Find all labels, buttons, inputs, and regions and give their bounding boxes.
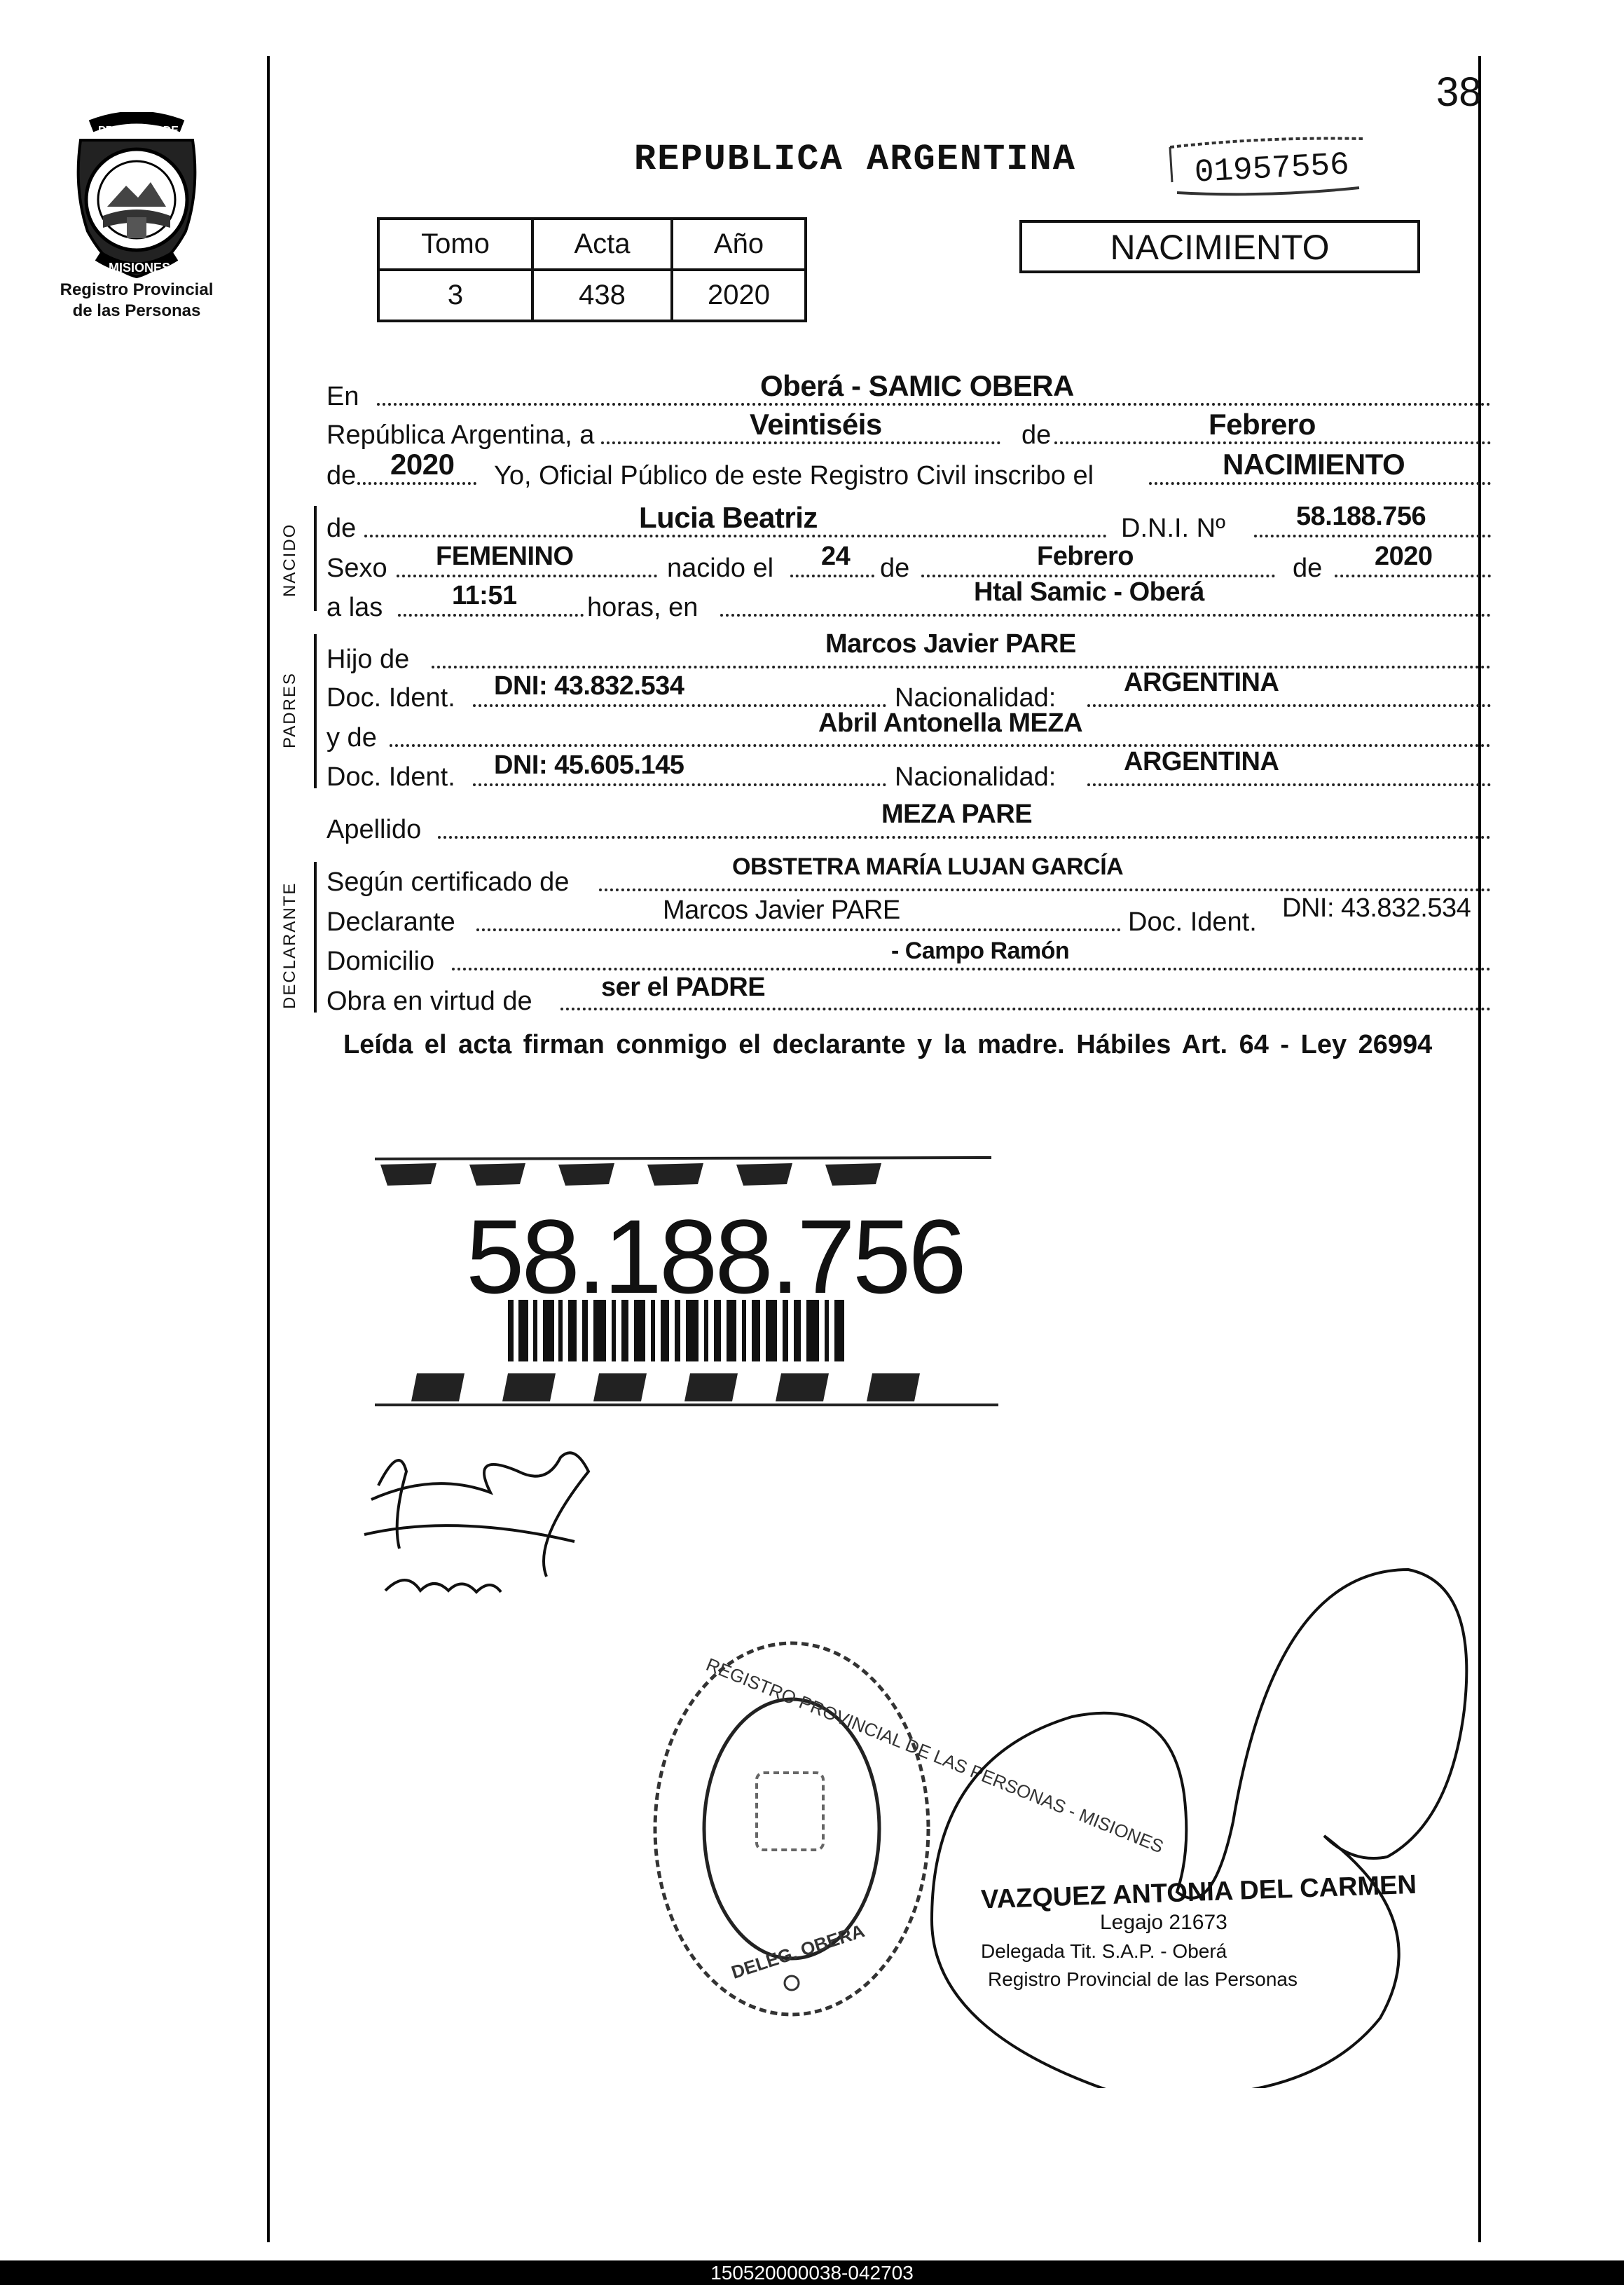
nacido-dia: 24: [821, 542, 851, 571]
official-legajo: Legajo 21673: [1100, 1911, 1227, 1934]
nac-dia-dots: [790, 575, 874, 577]
madre-nombre: Abril Antonella MEZA: [818, 708, 1083, 738]
nac-anio-dots: [1335, 575, 1491, 577]
official-name: VAZQUEZ ANTONIA DEL CARMEN: [980, 1869, 1417, 1915]
nacido-de-label-3: de: [1293, 554, 1323, 583]
declarante-section-label: DECLARANTE: [280, 881, 299, 1009]
dia-value: Veintiséis: [750, 408, 882, 441]
padre-doc: DNI: 43.832.534: [494, 671, 684, 701]
domicilio-dots: [452, 968, 1491, 970]
madre-doc: DNI: 45.605.145: [494, 750, 684, 780]
official-stamp: [980, 1869, 1417, 1991]
apellido-value: MEZA PARE: [881, 800, 1033, 829]
apellido-label: Apellido: [326, 815, 422, 844]
nacido-section-label: NACIDO: [280, 523, 299, 597]
nacido-lugar: Htal Samic - Oberá: [974, 577, 1204, 607]
table-value-acta: 438: [532, 270, 672, 321]
hora-dots: [398, 614, 584, 617]
certificado-value: OBSTETRA MARÍA LUJAN GARCÍA: [732, 853, 1124, 880]
intro-tipo-value: NACIMIENTO: [1223, 448, 1405, 481]
y-de-label: y de: [326, 723, 377, 753]
table-header-tomo: Tomo: [378, 219, 532, 270]
footer-code: 150520000038-042703: [710, 2262, 914, 2284]
provincial-logo: [60, 112, 214, 301]
seal-ring-text: REGISTRO PROVINCIAL DE LAS PERSONAS - MISIONES: [703, 1654, 1167, 1858]
official-entity: Registro Provincial de las Personas: [988, 1968, 1298, 1990]
en-label: En: [326, 382, 359, 411]
domicilio-label: Domicilio: [326, 947, 435, 976]
logo-arc-top: PROVINCIA DE: [98, 125, 179, 137]
dni-label: D.N.I. Nº: [1121, 514, 1225, 543]
declarante-value: Marcos Javier PARE: [663, 896, 900, 925]
sexo-dots: [397, 575, 657, 577]
official-cargo: Delegada Tit. S.A.P. - Oberá: [981, 1940, 1227, 1962]
certificado-dots: [599, 888, 1491, 891]
table-header-anio: Año: [672, 219, 806, 270]
nacido-mes: Febrero: [1037, 542, 1134, 571]
madre-nac-label: Nacionalidad:: [895, 762, 1057, 792]
lugar-dots: [720, 614, 1491, 617]
padre-nac-label: Nacionalidad:: [895, 683, 1057, 713]
padre-nac-dots: [1087, 704, 1491, 707]
nacido-dni: 58.188.756: [1296, 502, 1426, 531]
nacido-anio: 2020: [1375, 542, 1433, 571]
table-value-tomo: 3: [378, 270, 532, 321]
declarante-signature-icon: [350, 1429, 631, 1612]
padres-section-label: PADRES: [280, 672, 299, 748]
obra-label: Obra en virtud de: [326, 987, 532, 1016]
declarante-bracket: [314, 862, 317, 1013]
official-signature-icon: [904, 1528, 1492, 2088]
madre-doc-label: Doc. Ident.: [326, 762, 455, 792]
record-type: NACIMIENTO: [1110, 228, 1330, 267]
de-mes-label: de: [1021, 420, 1052, 450]
certificado-label: Según certificado de: [326, 867, 570, 897]
sticker-dni-number: 58.188.756: [466, 1198, 964, 1315]
mes-dots: [1054, 441, 1491, 444]
declarante-label: Declarante: [326, 907, 455, 937]
padres-bracket: [314, 634, 317, 788]
control-number: 01957556: [1193, 146, 1351, 191]
hijo-de-label: Hijo de: [326, 645, 410, 674]
nacido-bracket: [314, 506, 317, 611]
record-type-box: [1019, 220, 1420, 273]
closing-text: Leída el acta firman conmigo el declarante y la madre. Hábiles Art. 64 - Ley 26994: [343, 1030, 1433, 1059]
declarante-doc-label: Doc. Ident.: [1128, 907, 1257, 937]
en-value: Oberá - SAMIC OBERA: [760, 369, 1074, 402]
dni-dots: [1254, 535, 1491, 537]
padre-nac: ARGENTINA: [1124, 668, 1279, 697]
page-number: 38: [1436, 69, 1482, 115]
sexo-label: Sexo: [326, 554, 387, 583]
nacido-el-label: nacido el: [667, 554, 774, 583]
obra-dots: [560, 1008, 1491, 1010]
padre-nombre: Marcos Javier PARE: [825, 629, 1076, 659]
table-header-acta: Acta: [532, 219, 672, 270]
logo-arc-bottom: MISIONES: [109, 261, 171, 275]
sexo-value: FEMENINO: [436, 542, 574, 571]
dia-dots: [601, 441, 1000, 444]
domicilio-value: - Campo Ramón: [891, 938, 1070, 964]
horas-en-label: horas, en: [587, 593, 699, 622]
anio-dots: [357, 482, 476, 485]
footer-bar: [0, 2260, 1624, 2285]
nacido-de-label-2: de: [880, 554, 910, 583]
apellido-dots: [438, 836, 1491, 839]
dni-sticker: [375, 1149, 1005, 1415]
table-value-anio: 2020: [672, 270, 806, 321]
tipo-dots: [1149, 482, 1491, 485]
logo-caption-1: Registro Provincial: [60, 280, 214, 299]
nacido-hora: 11:51: [452, 581, 517, 610]
logo-caption-2: de las Personas: [72, 301, 201, 320]
madre-nac: ARGENTINA: [1124, 747, 1279, 776]
nacido-nombre: Lucia Beatriz: [639, 501, 818, 534]
padre-nombre-dots: [432, 666, 1491, 668]
madre-doc-dots: [473, 783, 886, 786]
republica-label: República Argentina, a: [326, 420, 595, 450]
declarante-dots: [476, 928, 1121, 931]
mes-value: Febrero: [1209, 408, 1316, 441]
en-dots: [377, 403, 1491, 406]
de-anio-label: de: [326, 461, 357, 490]
record-table: [377, 217, 807, 322]
obra-value: ser el PADRE: [601, 973, 766, 1002]
nacido-de-label: de: [326, 514, 357, 543]
seal-bottom-text: DELEG. OBERA: [729, 1920, 867, 1983]
nombre-dots: [364, 535, 1107, 537]
control-number-stamp: [1167, 133, 1366, 200]
padre-doc-label: Doc. Ident.: [326, 683, 455, 713]
inscribo-label: Yo, Oficial Público de este Registro Civil inscribo el: [494, 461, 1094, 490]
left-margin-line: [267, 56, 270, 2242]
padre-doc-dots: [473, 704, 886, 707]
alas-label: a las: [326, 593, 383, 622]
declarante-doc: DNI: 43.832.534: [1282, 893, 1471, 923]
madre-nombre-dots: [390, 744, 1491, 747]
header-title: REPUBLICA ARGENTINA: [634, 139, 1076, 180]
intro-anio-value: 2020: [390, 448, 455, 481]
madre-nac-dots: [1087, 783, 1491, 786]
